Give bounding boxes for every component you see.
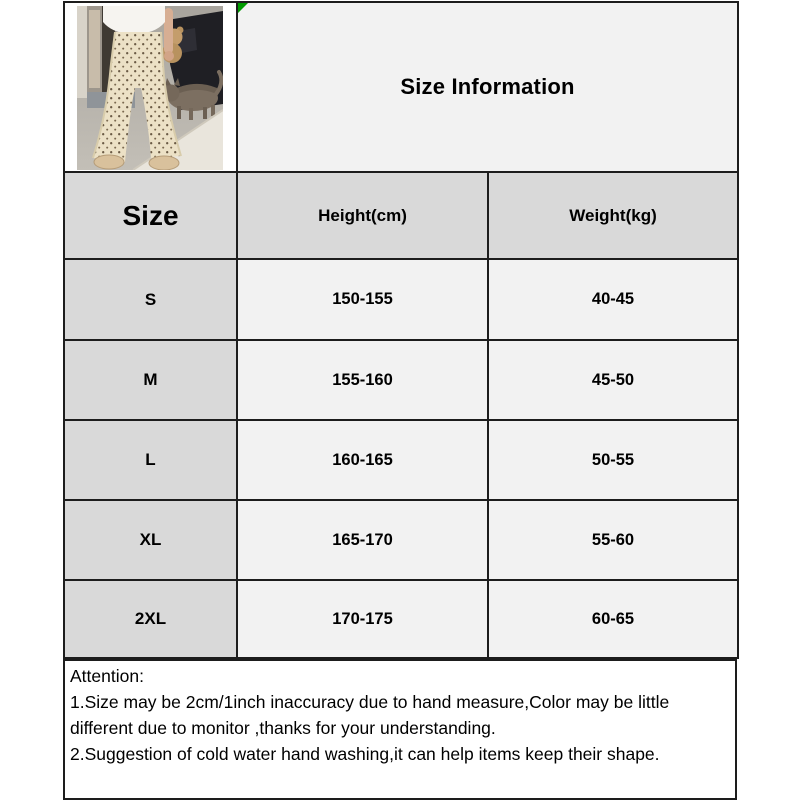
size-table: [63, 1, 739, 659]
height-value: 150-155: [237, 259, 488, 340]
size-label: L: [64, 420, 237, 500]
weight-value: 40-45: [488, 259, 738, 340]
title-cell: [237, 2, 738, 172]
size-label: M: [64, 340, 237, 420]
attention-notes: [63, 659, 737, 800]
column-header-height: Height(cm): [237, 172, 488, 259]
table-header-row: [64, 172, 738, 259]
height-value: 165-170: [237, 500, 488, 580]
column-header-size: Size: [64, 172, 237, 259]
page-title: Size Information: [400, 74, 575, 99]
table-row: [64, 500, 738, 580]
arm-graphic: [164, 8, 174, 61]
size-label: XL: [64, 500, 237, 580]
attention-heading: Attention:: [70, 666, 144, 686]
height-value: 170-175: [237, 580, 488, 658]
size-label: 2XL: [64, 580, 237, 658]
size-label: S: [64, 259, 237, 340]
column-header-weight: Weight(kg): [488, 172, 738, 259]
weight-value: 60-65: [488, 580, 738, 658]
weight-value: 45-50: [488, 340, 738, 420]
table-row: [64, 580, 738, 658]
weight-value: 55-60: [488, 500, 738, 580]
product-photo: [77, 6, 223, 170]
size-chart-sheet: [63, 1, 737, 800]
height-value: 155-160: [237, 340, 488, 420]
green-corner-indicator-icon: [238, 3, 248, 13]
attention-note-1: 1.Size may be 2cm/1inch inaccuracy due to hand measure,Color may be little different due to monitor ,thanks for your understanding.: [70, 692, 670, 738]
table-row: [64, 259, 738, 340]
table-row: [64, 420, 738, 500]
product-photo-cell: [64, 2, 237, 172]
weight-value: 50-55: [488, 420, 738, 500]
table-row: [64, 340, 738, 420]
attention-note-2: 2.Suggestion of cold water hand washing,it can help items keep their shape.: [70, 744, 660, 764]
height-value: 160-165: [237, 420, 488, 500]
title-row: [64, 2, 738, 172]
